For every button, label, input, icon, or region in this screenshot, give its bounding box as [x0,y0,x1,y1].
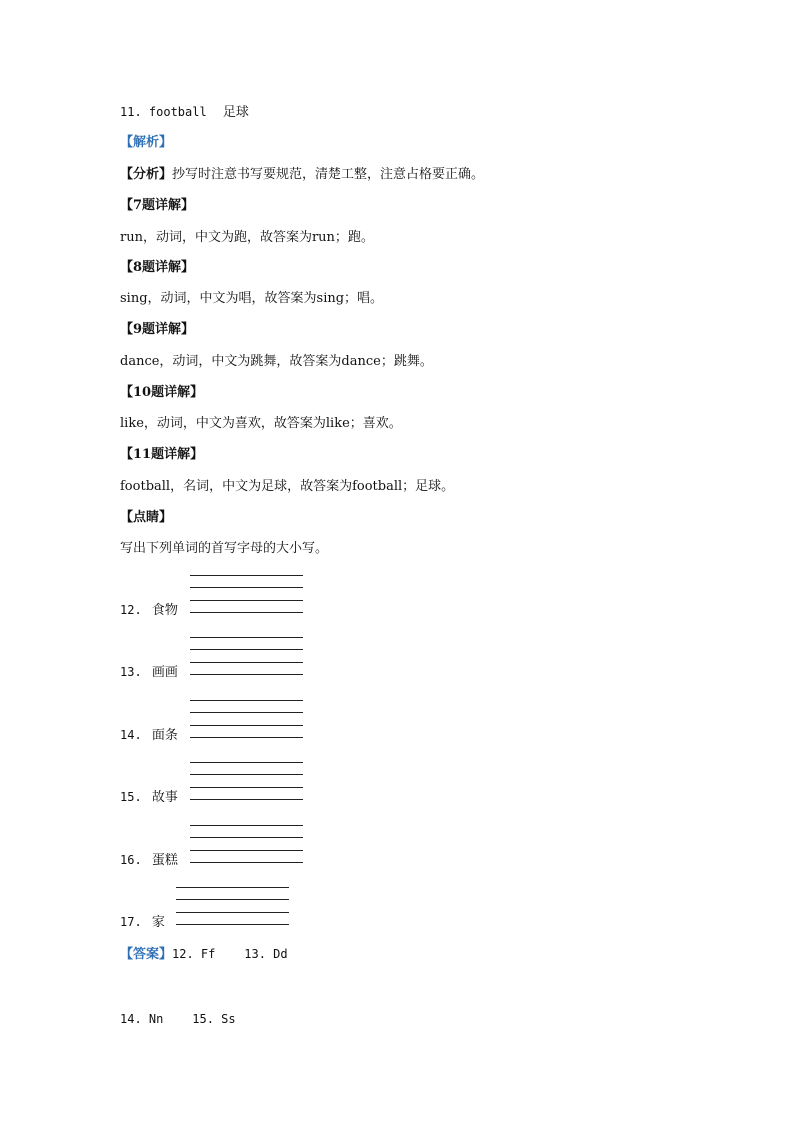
detail-7-text: run，动词，中文为跑，故答案为run；跑。 [120,230,374,245]
detail-10-text: like，动词，中文为喜欢，故答案为like；喜欢。 [120,416,402,431]
analysis-line [120,166,484,184]
question-15 [120,788,178,807]
question-15-word: 故事 [151,790,178,805]
detail-8-title: 【8题详解】 [120,260,195,275]
question-15-number: 15. [120,790,142,804]
answer-label: 【答案】 [120,947,173,962]
instruction-text: 写出下列单词的首写字母的大小写。 [120,541,329,556]
writing-lines-12 [190,575,303,613]
question-11-word: 11. football [120,105,207,119]
detail-11-title: 【11题详解】 [120,447,204,462]
analysis-text: 抄写时注意书写要规范，清楚工整，注意占格要正确。 [172,167,485,182]
detail-10-title: 【10题详解】 [120,385,204,400]
detail-9-text: dance，动词，中文为跳舞，故答案为dance；跳舞。 [120,354,433,369]
detail-7-title: 【7题详解】 [120,198,195,213]
question-12 [120,601,178,620]
question-17 [120,913,165,932]
question-14-word: 面条 [151,728,178,743]
detail-8-text: sing，动词，中文为唱，故答案为sing；唱。 [120,291,384,306]
question-13-word: 画画 [151,665,178,680]
writing-lines-15 [190,762,303,800]
writing-lines-14 [190,700,303,738]
analysis-label: 【分析】 [120,167,173,182]
answer-line-1 [120,945,288,964]
detail-11-text: football，名词，中文为足球，故答案为football；足球。 [120,479,455,494]
question-14-number: 14. [120,728,142,742]
question-16-number: 16. [120,853,142,867]
question-11-line [120,103,249,122]
question-12-word: 食物 [151,603,178,618]
question-13 [120,663,178,682]
question-16 [120,851,178,870]
writing-lines-13 [190,637,303,675]
question-17-number: 17. [120,915,142,929]
question-17-word: 家 [151,915,165,930]
question-11-chinese: 足球 [222,105,249,120]
question-12-number: 12. [120,603,142,617]
dianjing-heading: 【点睛】 [120,510,173,525]
jiexi-heading: 【解析】 [120,135,173,150]
question-16-word: 蛋糕 [151,853,178,868]
question-14 [120,726,178,745]
answer-line-2: 14. Nn 15. Ss [120,1012,236,1026]
writing-lines-17 [176,887,289,925]
writing-lines-16 [190,825,303,863]
detail-9-title: 【9题详解】 [120,322,195,337]
answer-text-1: 12. Ff 13. Dd [172,947,288,961]
question-13-number: 13. [120,665,142,679]
